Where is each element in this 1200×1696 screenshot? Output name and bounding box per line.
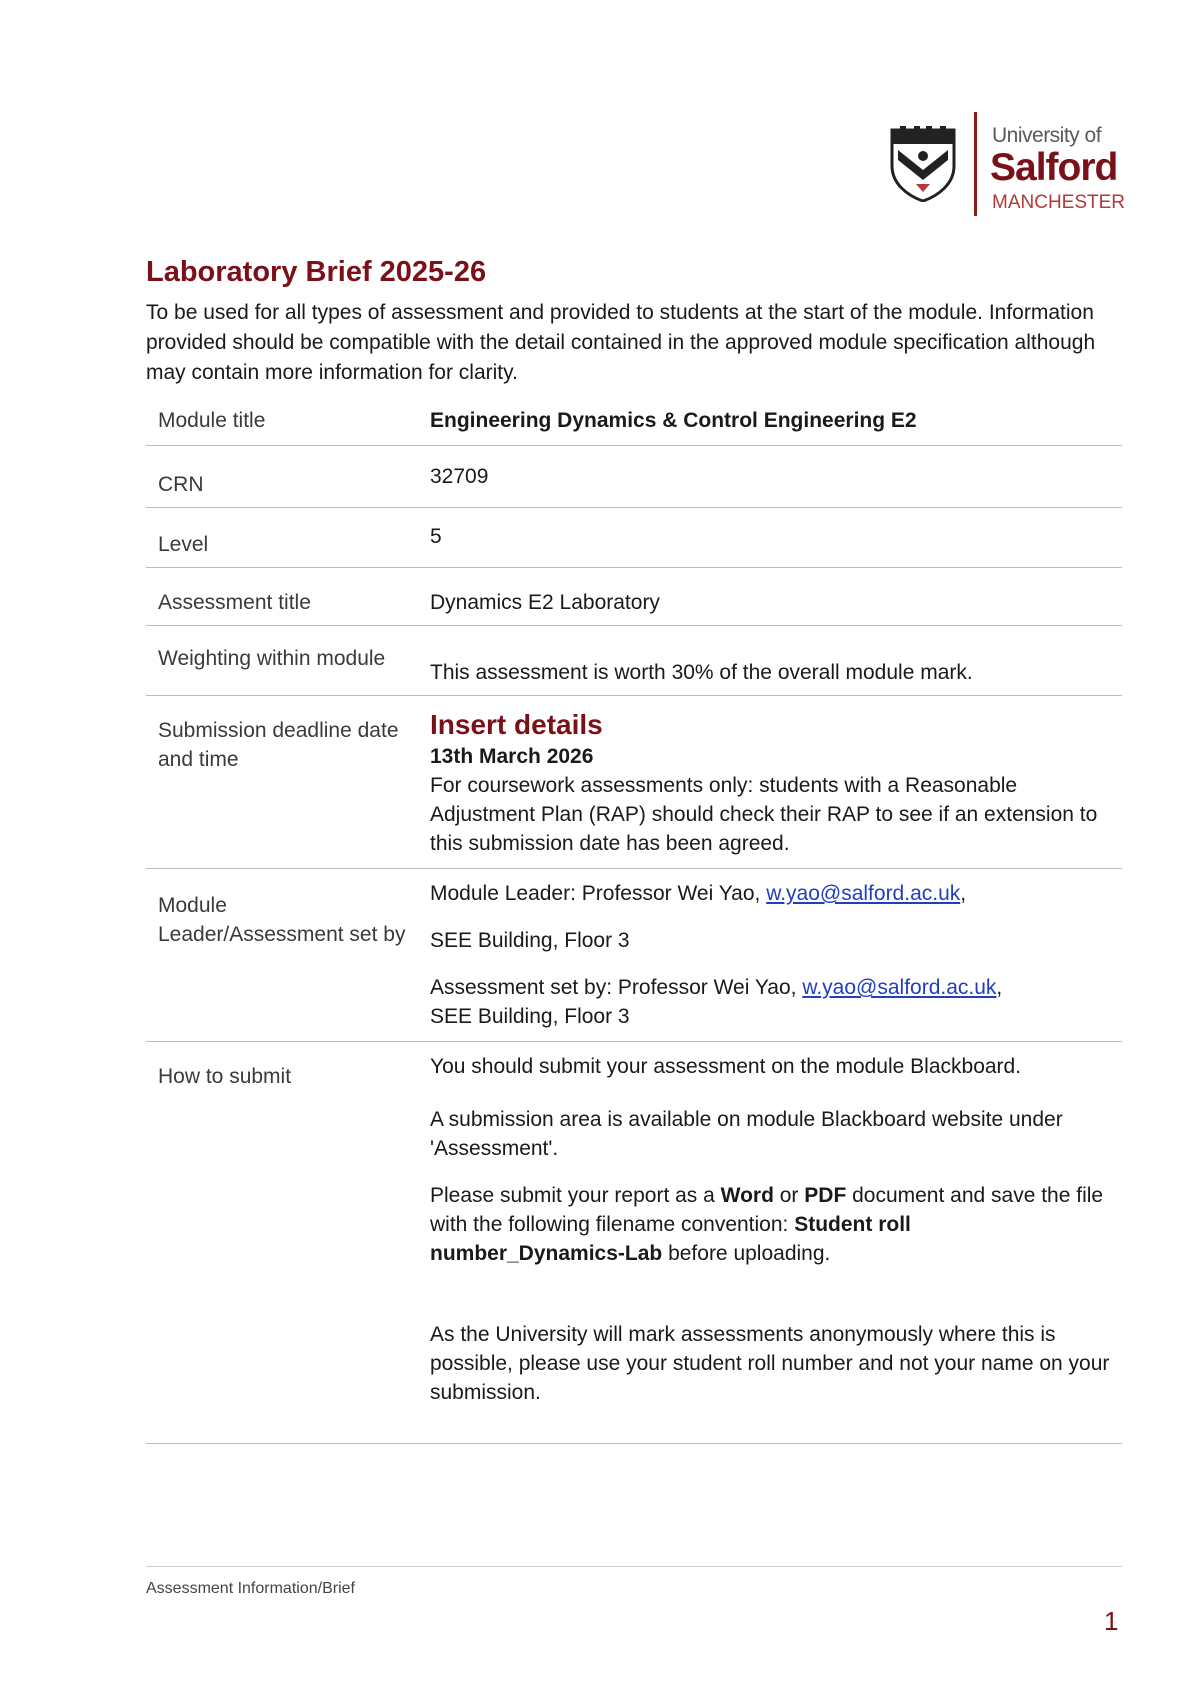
page-title: Laboratory Brief 2025-26 [146, 256, 487, 288]
row-value-assessment-title: Dynamics E2 Laboratory [420, 568, 1122, 626]
submit-para-3 [430, 1181, 1110, 1268]
submit-p3-text-b: or [773, 1184, 805, 1207]
logo-manchester: MANCHESTER [992, 192, 1126, 213]
submit-para-1: You should submit your assessment on the module Blackboard. [430, 1055, 1022, 1078]
table-row [146, 1042, 1122, 1444]
row-label-module-title: Module title [146, 398, 420, 446]
set-by-email-link[interactable]: w.yao@salford.ac.uk [802, 976, 997, 999]
row-value-crn: 32709 [420, 446, 1122, 508]
logo-salford: Salford [990, 146, 1118, 189]
table-row [146, 446, 1122, 508]
university-crest-icon [890, 126, 956, 202]
module-leader-text: Module Leader: Professor Wei Yao, [430, 882, 767, 905]
filename-convention: Student roll number_Dynamics-Lab [430, 1213, 911, 1265]
table-row [146, 508, 1122, 568]
university-logo [890, 112, 1126, 216]
submit-p3-text-c: document and save the file with the following filename convention: [430, 1184, 1104, 1236]
insert-details-heading: Insert details [430, 709, 603, 740]
table-row [146, 568, 1122, 626]
module-leader-line [430, 879, 1110, 908]
row-value-level: 5 [420, 508, 1122, 568]
table-row [146, 398, 1122, 446]
logo-divider [974, 112, 977, 216]
row-label-deadline: Submission deadline date and time [146, 696, 420, 869]
table-row [146, 626, 1122, 696]
row-label-weighting: Weighting within module [146, 626, 420, 696]
page-number: 1 [1104, 1606, 1119, 1636]
set-by-text: Assessment set by: Professor Wei Yao, [430, 976, 803, 999]
row-value-deadline [420, 696, 1122, 869]
submit-para-4: As the University will mark assessments anonymously where this is possible, please use your student roll number and not your name on your submission. [430, 1323, 1110, 1404]
row-label-how-to-submit: How to submit [146, 1042, 420, 1444]
table-row [146, 696, 1122, 869]
submit-pdf-format: PDF [804, 1184, 847, 1207]
row-label-leader: Module Leader/Assessment set by [146, 869, 420, 1042]
submit-para-2: A submission area is available on module Blackboard website under 'Assessment'. [430, 1108, 1063, 1160]
module-leader-email-link[interactable]: w.yao@salford.ac.uk [766, 882, 961, 905]
table-row [146, 869, 1122, 1042]
submit-word-format: Word [720, 1184, 774, 1207]
logo-university-of: University of [992, 124, 1102, 147]
set-by-comma: , [996, 976, 1003, 999]
row-label-crn: CRN [146, 446, 420, 508]
module-leader-location: SEE Building, Floor 3 [430, 929, 630, 952]
deadline-date: 13th March 2026 [430, 745, 594, 768]
intro-paragraph: To be used for all types of assessment and provided to students at the start of the module. Information provided should be compatible with the detail contained in the approved module specification although may contain more information for clarity. [146, 301, 1096, 384]
row-value-how-to-submit [420, 1042, 1122, 1444]
set-by-location: SEE Building, Floor 3 [430, 1005, 630, 1028]
module-leader-comma: , [960, 882, 967, 905]
rap-note: For coursework assessments only: students with a Reasonable Adjustment Plan (RAP) should check their RAP to see if an extension to this submission date has been agreed. [430, 774, 1098, 855]
row-value-module-title: Engineering Dynamics & Control Engineering E2 [420, 398, 1122, 446]
set-by-line [430, 973, 1110, 1002]
submit-p3-text-d: before uploading. [662, 1242, 831, 1265]
row-value-leader [420, 869, 1122, 1042]
row-value-weighting: This assessment is worth 30% of the overall module mark. [420, 626, 1122, 696]
submit-p3-text-a: Please submit your report as a [430, 1184, 721, 1207]
footer-text: Assessment Information/Brief [146, 1580, 355, 1597]
row-label-level: Level [146, 508, 420, 568]
row-label-assessment-title: Assessment title [146, 568, 420, 626]
footer-divider [146, 1566, 1122, 1567]
brief-table [146, 398, 1122, 1444]
